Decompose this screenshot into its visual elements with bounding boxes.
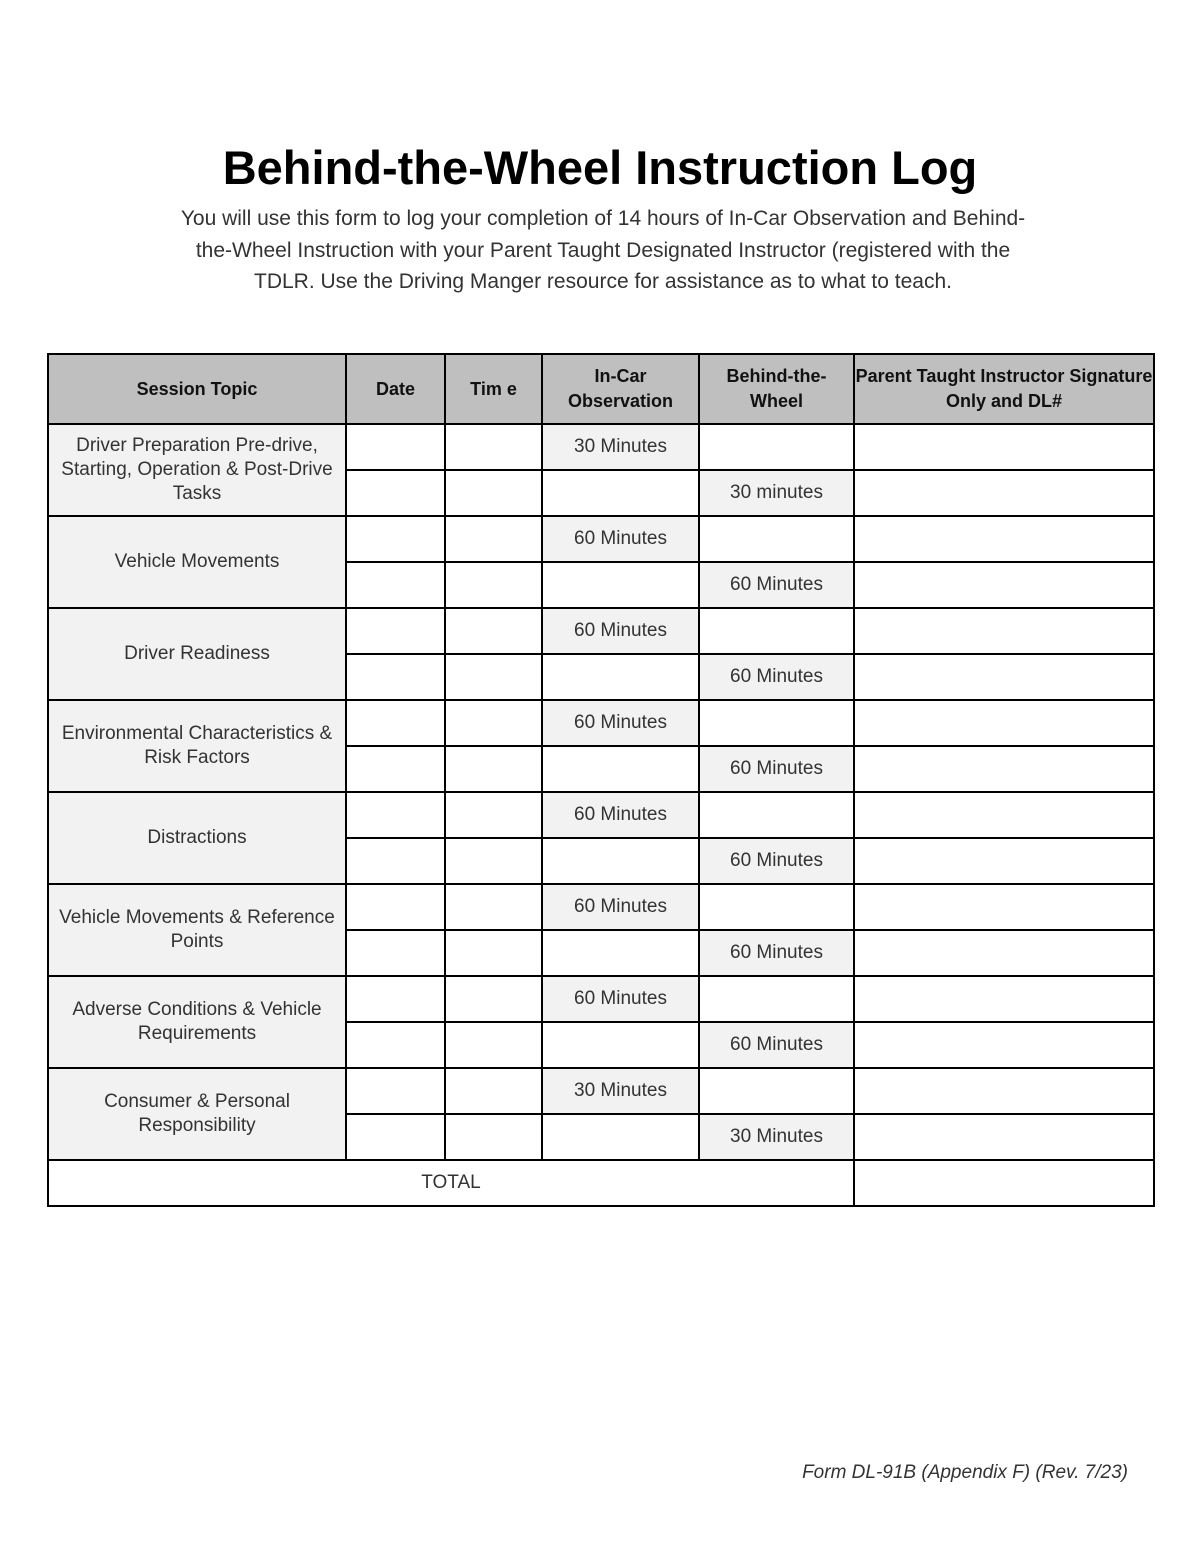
date-cell[interactable] <box>346 884 445 930</box>
in-car-observation-cell[interactable] <box>542 654 699 700</box>
signature-cell[interactable] <box>854 470 1154 516</box>
date-cell[interactable] <box>346 516 445 562</box>
date-cell[interactable] <box>346 1114 445 1160</box>
signature-cell[interactable] <box>854 700 1154 746</box>
in-car-observation-cell: 30 Minutes <box>542 1068 699 1114</box>
behind-the-wheel-cell: 30 Minutes <box>699 1114 854 1160</box>
in-car-observation-cell[interactable] <box>542 470 699 516</box>
total-signature-cell[interactable] <box>854 1160 1154 1206</box>
time-cell[interactable] <box>445 424 542 470</box>
table-row <box>48 976 1154 1022</box>
session-topic: Consumer & Personal Responsibility <box>48 1068 346 1160</box>
date-cell[interactable] <box>346 470 445 516</box>
behind-the-wheel-cell[interactable] <box>699 792 854 838</box>
date-cell[interactable] <box>346 976 445 1022</box>
signature-cell[interactable] <box>854 516 1154 562</box>
header-behind-the-wheel: Behind-the- Wheel <box>699 354 854 424</box>
time-cell[interactable] <box>445 1114 542 1160</box>
header-instructor-signature: Parent Taught Instructor Signature Only and DL# <box>854 354 1154 424</box>
time-cell[interactable] <box>445 746 542 792</box>
behind-the-wheel-cell: 60 Minutes <box>699 930 854 976</box>
behind-the-wheel-cell: 60 Minutes <box>699 562 854 608</box>
in-car-observation-cell[interactable] <box>542 1022 699 1068</box>
time-cell[interactable] <box>445 654 542 700</box>
behind-the-wheel-cell: 30 minutes <box>699 470 854 516</box>
date-cell[interactable] <box>346 700 445 746</box>
table-header-row <box>48 354 1154 424</box>
signature-cell[interactable] <box>854 792 1154 838</box>
instruction-log-table <box>47 353 1155 1207</box>
behind-the-wheel-cell[interactable] <box>699 424 854 470</box>
behind-the-wheel-cell[interactable] <box>699 884 854 930</box>
session-topic: Vehicle Movements <box>48 516 346 608</box>
in-car-observation-cell: 60 Minutes <box>542 976 699 1022</box>
in-car-observation-cell[interactable] <box>542 838 699 884</box>
in-car-observation-cell: 60 Minutes <box>542 700 699 746</box>
behind-the-wheel-cell[interactable] <box>699 516 854 562</box>
page-title: Behind-the-Wheel Instruction Log <box>222 141 978 194</box>
session-topic: Driver Preparation Pre-drive, Starting, Operation & Post-Drive Tasks <box>48 424 346 516</box>
total-label: TOTAL <box>48 1160 854 1206</box>
signature-cell[interactable] <box>854 838 1154 884</box>
behind-the-wheel-cell: 60 Minutes <box>699 654 854 700</box>
time-cell[interactable] <box>445 930 542 976</box>
behind-the-wheel-cell[interactable] <box>699 976 854 1022</box>
time-cell[interactable] <box>445 976 542 1022</box>
in-car-observation-cell: 30 Minutes <box>542 424 699 470</box>
signature-cell[interactable] <box>854 424 1154 470</box>
in-car-observation-cell[interactable] <box>542 562 699 608</box>
date-cell[interactable] <box>346 608 445 654</box>
header-time: Tim e <box>445 354 542 424</box>
date-cell[interactable] <box>346 1068 445 1114</box>
in-car-observation-cell: 60 Minutes <box>542 884 699 930</box>
in-car-observation-cell[interactable] <box>542 930 699 976</box>
date-cell[interactable] <box>346 424 445 470</box>
signature-cell[interactable] <box>854 884 1154 930</box>
time-cell[interactable] <box>445 562 542 608</box>
table-row <box>48 700 1154 746</box>
in-car-observation-cell: 60 Minutes <box>542 516 699 562</box>
total-row <box>48 1160 1154 1206</box>
date-cell[interactable] <box>346 792 445 838</box>
session-topic: Distractions <box>48 792 346 884</box>
date-cell[interactable] <box>346 930 445 976</box>
table-row <box>48 792 1154 838</box>
table-row <box>48 608 1154 654</box>
signature-cell[interactable] <box>854 1068 1154 1114</box>
in-car-observation-cell: 60 Minutes <box>542 608 699 654</box>
time-cell[interactable] <box>445 838 542 884</box>
table-body <box>48 424 1154 1206</box>
date-cell[interactable] <box>346 1022 445 1068</box>
in-car-observation-cell: 60 Minutes <box>542 792 699 838</box>
signature-cell[interactable] <box>854 1022 1154 1068</box>
date-cell[interactable] <box>346 838 445 884</box>
header-date: Date <box>346 354 445 424</box>
time-cell[interactable] <box>445 470 542 516</box>
table-row <box>48 424 1154 470</box>
in-car-observation-cell[interactable] <box>542 746 699 792</box>
session-topic: Environmental Characteristics & Risk Factors <box>48 700 346 792</box>
signature-cell[interactable] <box>854 1114 1154 1160</box>
behind-the-wheel-cell[interactable] <box>699 1068 854 1114</box>
signature-cell[interactable] <box>854 930 1154 976</box>
session-topic: Adverse Conditions & Vehicle Requirements <box>48 976 346 1068</box>
date-cell[interactable] <box>346 654 445 700</box>
behind-the-wheel-cell[interactable] <box>699 608 854 654</box>
time-cell[interactable] <box>445 516 542 562</box>
behind-the-wheel-cell[interactable] <box>699 700 854 746</box>
signature-cell[interactable] <box>854 608 1154 654</box>
time-cell[interactable] <box>445 608 542 654</box>
behind-the-wheel-cell: 60 Minutes <box>699 1022 854 1068</box>
time-cell[interactable] <box>445 884 542 930</box>
table-row <box>48 516 1154 562</box>
time-cell[interactable] <box>445 700 542 746</box>
behind-the-wheel-cell: 60 Minutes <box>699 838 854 884</box>
signature-cell[interactable] <box>854 562 1154 608</box>
signature-cell[interactable] <box>854 654 1154 700</box>
intro-text: You will use this form to log your completion of 14 hours of In-Car Observation and Behind-the-Wheel Instruction with your Parent Taught Designated Instructor (registered with the TDLR. Use the Driving Manger resource for assistance as to what to teach. <box>180 207 1026 293</box>
behind-the-wheel-cell: 60 Minutes <box>699 746 854 792</box>
table-row <box>48 884 1154 930</box>
header-session-topic: Session Topic <box>48 354 346 424</box>
date-cell[interactable] <box>346 746 445 792</box>
date-cell[interactable] <box>346 562 445 608</box>
header-in-car-observation: In-Car Observation <box>542 354 699 424</box>
time-cell[interactable] <box>445 1022 542 1068</box>
time-cell[interactable] <box>445 1068 542 1114</box>
signature-cell[interactable] <box>854 746 1154 792</box>
session-topic: Driver Readiness <box>48 608 346 700</box>
signature-cell[interactable] <box>854 976 1154 1022</box>
session-topic: Vehicle Movements & Reference Points <box>48 884 346 976</box>
time-cell[interactable] <box>445 792 542 838</box>
in-car-observation-cell[interactable] <box>542 1114 699 1160</box>
form-number: Form DL-91B (Appendix F) (Rev. 7/23) <box>802 1462 1128 1483</box>
table-row <box>48 1068 1154 1114</box>
